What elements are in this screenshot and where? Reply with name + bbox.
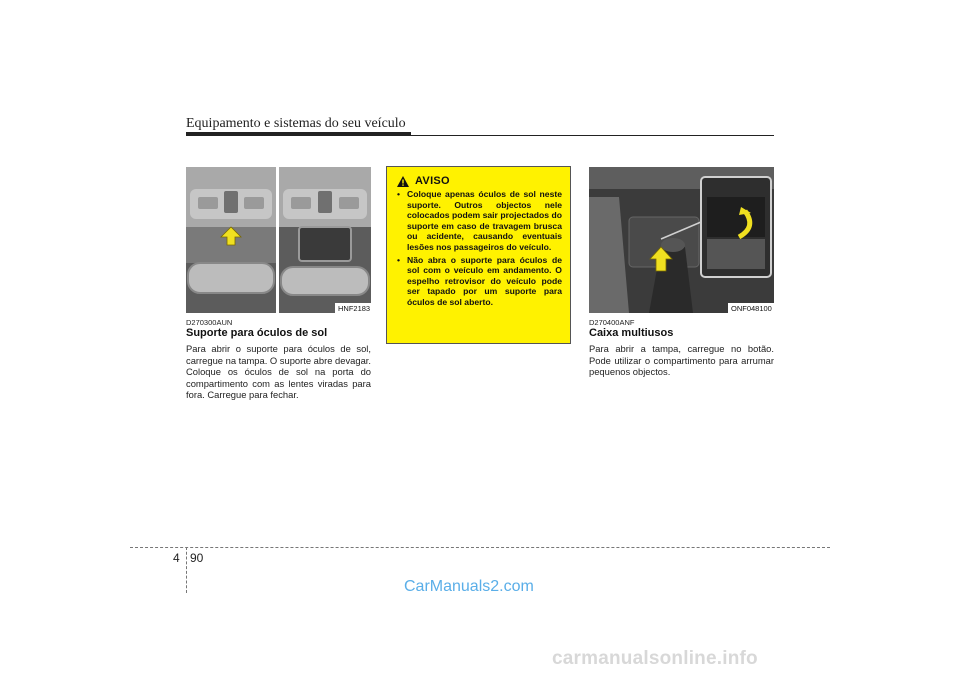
warning-title-row <box>397 175 562 187</box>
header-title: Equipamento e sistemas do seu veículo <box>186 116 406 131</box>
warning-list <box>397 189 562 308</box>
page-number: 90 <box>190 551 204 565</box>
warning-item: • Não abra o suporte para óculos de sol com o veículo em andamento. O espelho retrovisor do veículo pode ser tapado por um suporte para óculos de sol aberto. <box>397 255 562 308</box>
header-rule <box>186 135 774 136</box>
warning-title: AVISO <box>415 175 450 187</box>
warning-box <box>386 166 571 344</box>
watermark-bottom: carmanualsonline.info <box>552 648 758 669</box>
footer-vertical-rule <box>186 547 187 593</box>
chapter-number: 4 <box>173 551 180 565</box>
section-code-left: D270300AUN <box>186 318 233 327</box>
warning-triangle-icon <box>397 176 409 187</box>
multi-box-photo <box>589 167 774 313</box>
body-multi-box: Para abrir a tampa, carregue no botão. Pode utilizar o compartimento para arrumar pequenos objectos. <box>589 343 774 378</box>
heading-multi-box: Caixa multiusos <box>589 327 674 339</box>
warning-item: • Coloque apenas óculos de sol neste suporte. Outros objectos nele colocados podem sair projectados do suporte em caso de travagem brusca ou acidente, causando eventuais lesões nos passageiros do veículo. <box>397 189 562 253</box>
sunglass-holder-photo <box>186 167 371 313</box>
footer-rule <box>130 547 830 548</box>
body-sunglass-holder: Para abrir o suporte para óculos de sol, carregue na tampa. O suporte abre devagar. Coloque os óculos de sol na porta do compartimento com as lentes viradas para fora. Carregue para fechar. <box>186 343 372 401</box>
figure-code-left: HNF2183 <box>335 303 373 314</box>
heading-sunglass-holder: Suporte para óculos de sol <box>186 327 328 339</box>
figure-code-right: ONF048100 <box>728 303 775 314</box>
section-code-right: D270400ANF <box>589 318 635 327</box>
watermark-link[interactable]: CarManuals2.com <box>404 578 534 595</box>
